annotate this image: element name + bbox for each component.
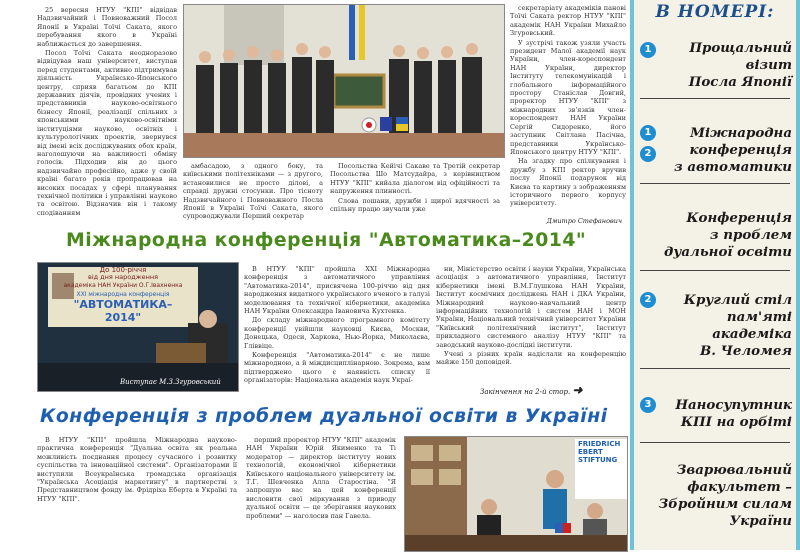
page-number-badge: 1 [640, 125, 656, 141]
page-number-badge: 2 [640, 292, 656, 308]
ambassador-article-col2: амбасадою, з одного боку, та київськими політехніками — з другого, встановилися не просто ділові, а справді дружні стосунки. Про тісноту Надзвичайного і Повноважного Посла Японії в Україні Тоїчі Саката, якого супроводжували Перший секретар [183, 162, 323, 221]
ambassador-article-col3: Посольства Кейічі Сакаве та Третій секретар Посольства Шо Матсудайра, з керівництвом НТУУ "КПІ" кийала діалогом від офіційності та напруження плинності. Слова пошани, дружби і щирої вдячності за спільну працю звучали уже [330, 162, 500, 214]
ambassador-article-col1: 25 вересня НТУУ "КПІ" відвідав Надзвичайний і Повноважний Посол Японії в Україні Тоїчі Саката, якого перебування якого в Україні наближається до завершення. Посол Тоїчі Саката неодноразово відвідував наш університет, виступав перед студентами, активно підтримував діяльність Українсько-Японського центру, сприяв багатьом до КПІ державних діячів, провідних учених і представників науково-освітнього бізнесу Японії, реалізації спільних з японськими науково-освітніми інституціями науково, освітніх і культурологічних проектів, звернувся від імені всіх досліджуваних обох країн, наголошуючи на важливості обміну голосів. Підходив він до цього надзвичайно професійно, адже у своїй країні багато років пропрацював на високих посадах у сфері планування технічної політики і управлінні науково та освітою. Відзначив він і такому сподіванням [37, 6, 177, 217]
continued-note[interactable]: Закінчення на 2-й стор. ➜ [480, 383, 583, 397]
divider [640, 270, 790, 271]
fes-logo: FRIEDRICH EBERT STIFTUNG [578, 440, 621, 464]
dual-education-col2: перший проректор НТУУ "КПІ" академік НАН України Юрій Якименко та Ті модератор — директор інституту нових технологій, економічної кібернетики Київського національного університету ім. Т.Г. Шевченка Алла Старостіна. "Я запрошую вас на цей конференції висловити свої міркування з приводу дуальної освіти — це зберігання наукових проблеми" — наголосив пан Гавела. [246, 436, 396, 520]
automatics-banner: До 100-річчя від дня народження академіка НАН України О.Г.Івахненка XXI міжнародна конференція "АВТОМАТИКА–2014" [63, 266, 183, 324]
contents-panel: В НОМЕРІ: 1 Прощальний візит Посла Японії 1 2 Міжнародна конференція з автоматики Конференція з проблем дуальної освіти 2 Круглий стіл пам'яті академіка В. Челомея 3 Наносупутник КПІ на орбіті Зварювальний факультет – Збройним силам України [634, 0, 796, 550]
divider [640, 98, 790, 99]
contents-sidebar [630, 0, 800, 550]
contents-title: В НОМЕРІ: [655, 2, 775, 22]
automatics-article-col2: ни, Міністерство освіти і науки України, Українська асоціація з автоматичного управління, Інститут кібернетики імені В.М.Глушкова НАН України, Інститут космічних досліджень НАН і ДКА України, Міжнародний науково-навчальний центр інформаційних технологій і систем НАН і МОН України, Національний технічний університет України "Київський політехнічний інститут", Інститут прикладного системного аналізу НТУУ "КПІ" та заводський науково-дослідні інститути. Учені з різних країн надіслали на конференцію майже 150 доповідей. [436, 265, 626, 367]
dual-education-headline: Конференція з проблем дуальної освіти в Україні [40, 406, 608, 427]
page-number-badge: 3 [640, 397, 656, 413]
divider [640, 368, 790, 369]
ambassador-meeting-photo [183, 4, 505, 158]
divider [640, 183, 790, 184]
arrow-right-icon: ➜ [572, 383, 583, 397]
page-number-badge: 2 [640, 146, 656, 162]
automatics-article-col1: В НТУУ "КПІ" пройшла XXI Міжнародна конференція з автоматичного управління "Автоматика-2014", присвячена 100-річчю від дня народження видатного українського вченого в галузі моделювання та технічної кібернетики, академіка НАН України Олександра Івановича Кухтенка. До складу міжнародного програмного комітету конференції увійшли науковці Києва, Москви, Донецька, Одеси, Харкова, Нью-Йорка, Миколаєва, Гліввіце. Конференція "Автоматика-2014" є не лише міжнародною, а й міждисциплінарною. Зокрема, вам підтверджено цього є наявність списку її організаторів: Національна академія наук Украї- [244, 265, 430, 385]
ambassador-article-col4: секретаріату академіків панові Тоїчі Саката ректор НТУУ "КПІ" академік НАН України Михайло Згуровський. У зустрічі також узяли участь президент Малої академії наук України, член-кореспондент НАН України, директор Інституту телекомунікацій і глобального інформаційного простору Станіслав Довгий, проректор НТУУ "КПІ" з міжнародних зв'язків член-кореспондент НАН України Сергій Сидоренко, його заступник Світлана Пасічна, представники Українсько-Японського центру НТУУ "КПІ". На згадку про спілкування і дружбу з КПІ ректор вручив послу Японії подарунок від Києва та картину з зображенням історичного первого корпусу університету. [510, 4, 626, 208]
divider [640, 442, 790, 443]
automatics-photo-caption: Виступає М.З.Згуровський [120, 378, 221, 386]
dual-education-col1: В НТУУ "КПІ" пройшла Міжнародна науково-практична конференція "Дуальна освіта як реальна можливість поєднання процесу сучасного і розвитку суспільства та інноваційної системи". Організаторами її виступили Всеукраїнська громадська організація "Українська Асоціація маркетингу" в партнерстві з Представництвом фонду ім. Фрідріха Еберта в Україні та НТУУ "КПІ". [37, 436, 237, 503]
article-signature: Дмитро Стефанович [546, 217, 622, 225]
page-number-badge: 1 [640, 42, 656, 58]
automatics-conference-headline: Міжнародна конференція "Автоматика–2014" [66, 230, 587, 251]
